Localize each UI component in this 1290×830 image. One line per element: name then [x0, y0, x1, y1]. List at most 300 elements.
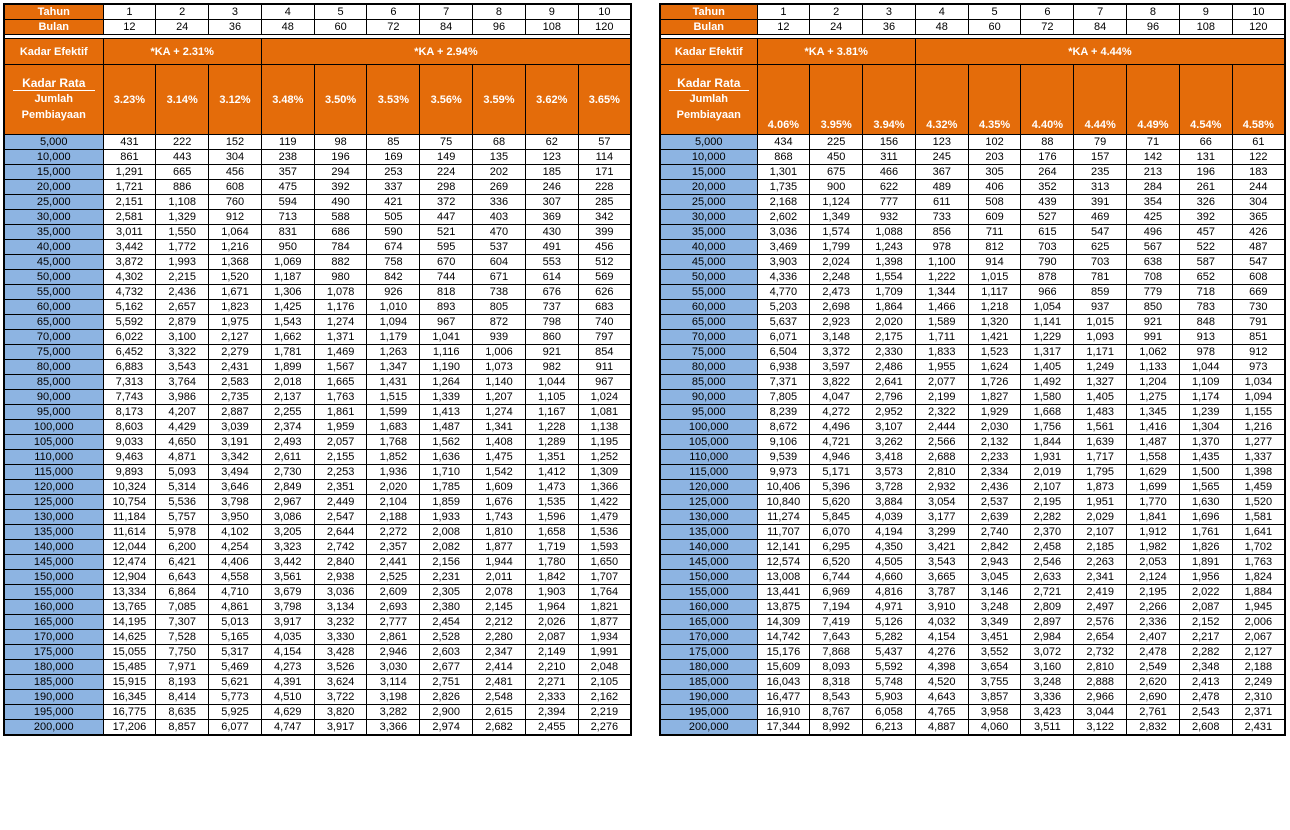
installment-cell: 2,266 [1127, 600, 1180, 615]
installment-cell: 7,868 [810, 645, 863, 660]
amount-cell: 95,000 [4, 405, 103, 420]
installment-cell: 6,938 [757, 360, 810, 375]
installment-cell: 2,263 [1074, 555, 1127, 570]
installment-cell: 744 [420, 270, 473, 285]
installment-cell: 1,371 [314, 330, 367, 345]
installment-cell: 1,274 [314, 315, 367, 330]
installment-cell: 1,877 [578, 615, 631, 630]
installment-cell: 61 [1232, 135, 1285, 150]
table-row [4, 465, 631, 480]
installment-cell: 490 [314, 195, 367, 210]
installment-cell: 1,044 [1179, 360, 1232, 375]
installment-cell: 3,543 [156, 360, 209, 375]
installment-cell: 11,274 [757, 510, 810, 525]
installment-cell: 1,176 [314, 300, 367, 315]
installment-cell: 4,946 [810, 450, 863, 465]
installment-cell: 426 [1232, 225, 1285, 240]
installment-cell: 2,742 [314, 540, 367, 555]
installment-cell: 2,082 [420, 540, 473, 555]
amount-cell: 140,000 [660, 540, 757, 555]
installment-cell: 1,884 [1232, 585, 1285, 600]
installment-cell: 15,485 [103, 660, 156, 675]
installment-cell: 1,567 [314, 360, 367, 375]
installment-cell: 671 [473, 270, 526, 285]
tahun-cell: 7 [420, 4, 473, 20]
installment-cell: 615 [1021, 225, 1074, 240]
installment-cell: 489 [915, 180, 968, 195]
installment-cell: 1,580 [1021, 390, 1074, 405]
installment-cell: 16,910 [757, 705, 810, 720]
table-row [660, 675, 1285, 690]
installment-cell: 791 [1232, 315, 1285, 330]
installment-cell: 1,641 [1232, 525, 1285, 540]
installment-cell: 703 [1021, 240, 1074, 255]
installment-cell: 3,191 [209, 435, 262, 450]
installment-cell: 3,820 [314, 705, 367, 720]
installment-cell: 1,479 [578, 510, 631, 525]
installment-cell: 6,643 [156, 570, 209, 585]
installment-cell: 4,496 [810, 420, 863, 435]
installment-cell: 3,950 [209, 510, 262, 525]
installment-cell: 2,576 [1074, 615, 1127, 630]
installment-cell: 3,232 [314, 615, 367, 630]
installment-cell: 15,176 [757, 645, 810, 660]
amount-cell: 200,000 [660, 720, 757, 736]
amount-cell: 95,000 [660, 405, 757, 420]
installment-cell: 352 [1021, 180, 1074, 195]
installment-cell: 4,660 [863, 570, 916, 585]
installment-cell: 861 [103, 150, 156, 165]
table-row [660, 135, 1285, 150]
amount-cell: 5,000 [660, 135, 757, 150]
installment-cell: 2,280 [473, 630, 526, 645]
kadar-rata-cell: 3.48% [261, 65, 314, 135]
installment-cell: 2,546 [1021, 555, 1074, 570]
kadar-rata-cell: 4.32% [915, 65, 968, 135]
installment-cell: 1,558 [1127, 450, 1180, 465]
installment-cell: 8,672 [757, 420, 810, 435]
installment-cell: 156 [863, 135, 916, 150]
installment-cell: 2,826 [420, 690, 473, 705]
installment-cell: 2,693 [367, 600, 420, 615]
installment-cell: 2,104 [367, 495, 420, 510]
installment-cell: 1,412 [525, 465, 578, 480]
installment-cell: 594 [261, 195, 314, 210]
installment-cell: 3,917 [261, 615, 314, 630]
installment-cell: 2,020 [367, 480, 420, 495]
installment-cell: 3,986 [156, 390, 209, 405]
installment-cell: 1,024 [578, 390, 631, 405]
installment-cell: 4,276 [915, 645, 968, 660]
installment-cell: 1,951 [1074, 495, 1127, 510]
installment-cell: 1,263 [367, 345, 420, 360]
installment-cell: 7,371 [757, 375, 810, 390]
installment-cell: 652 [1179, 270, 1232, 285]
installment-cell: 1,810 [473, 525, 526, 540]
installment-cell: 169 [367, 150, 420, 165]
installment-cell: 1,167 [525, 405, 578, 420]
bulan-cell: 24 [156, 20, 209, 35]
installment-cell: 3,177 [915, 510, 968, 525]
installment-cell: 2,938 [314, 570, 367, 585]
installment-cell: 1,550 [156, 225, 209, 240]
amount-cell: 165,000 [4, 615, 103, 630]
amount-cell: 115,000 [660, 465, 757, 480]
installment-cell: 88 [1021, 135, 1074, 150]
table-row [4, 540, 631, 555]
installment-cell: 914 [968, 255, 1021, 270]
installment-cell: 1,861 [314, 405, 367, 420]
installment-cell: 434 [757, 135, 810, 150]
installment-cell: 225 [810, 135, 863, 150]
table-row [4, 210, 631, 225]
installment-cell: 10,324 [103, 480, 156, 495]
amount-cell: 20,000 [660, 180, 757, 195]
installment-cell: 4,336 [757, 270, 810, 285]
installment-cell: 1,140 [473, 375, 526, 390]
installment-cell: 2,900 [420, 705, 473, 720]
installment-cell: 470 [473, 225, 526, 240]
installment-cell: 7,750 [156, 645, 209, 660]
installment-cell: 1,658 [525, 525, 578, 540]
installment-cell: 14,742 [757, 630, 810, 645]
installment-cell: 1,469 [314, 345, 367, 360]
installment-cell: 3,114 [367, 675, 420, 690]
installment-cell: 4,302 [103, 270, 156, 285]
installment-cell: 203 [968, 150, 1021, 165]
amount-cell: 195,000 [4, 705, 103, 720]
installment-cell: 399 [578, 225, 631, 240]
installment-cell: 2,984 [1021, 630, 1074, 645]
installment-cell: 3,728 [863, 480, 916, 495]
bulan-row [4, 20, 631, 35]
installment-cell: 527 [1021, 210, 1074, 225]
installment-cell: 1,899 [261, 360, 314, 375]
installment-cell: 683 [578, 300, 631, 315]
installment-cell: 496 [1127, 225, 1180, 240]
installment-cell: 1,274 [473, 405, 526, 420]
installment-cell: 3,822 [810, 375, 863, 390]
amount-cell: 10,000 [660, 150, 757, 165]
installment-cell: 185 [525, 165, 578, 180]
installment-cell: 1,827 [968, 390, 1021, 405]
amount-cell: 80,000 [660, 360, 757, 375]
amount-cell: 70,000 [660, 330, 757, 345]
installment-cell: 6,421 [156, 555, 209, 570]
installment-cell: 1,795 [1074, 465, 1127, 480]
amount-cell: 60,000 [4, 300, 103, 315]
installment-cell: 967 [420, 315, 473, 330]
kadar-rata-cell: 4.54% [1179, 65, 1232, 135]
installment-cell: 1,483 [1074, 405, 1127, 420]
installment-cell: 5,203 [757, 300, 810, 315]
installment-cell: 1,824 [1232, 570, 1285, 585]
installment-cell: 1,329 [156, 210, 209, 225]
installment-cell: 1,405 [1021, 360, 1074, 375]
installment-cell: 1,717 [1074, 450, 1127, 465]
installment-cell: 982 [525, 360, 578, 375]
table-row [660, 375, 1285, 390]
installment-cell: 3,526 [314, 660, 367, 675]
installment-cell: 893 [420, 300, 473, 315]
amount-cell: 50,000 [660, 270, 757, 285]
installment-cell: 848 [1179, 315, 1232, 330]
installment-cell: 2,454 [420, 615, 473, 630]
kadar-rata-row [660, 65, 1285, 135]
installment-cell: 4,398 [915, 660, 968, 675]
installment-cell: 2,155 [314, 450, 367, 465]
table-row [660, 645, 1285, 660]
installment-cell: 85 [367, 135, 420, 150]
installment-cell: 224 [420, 165, 473, 180]
installment-cell: 3,100 [156, 330, 209, 345]
installment-cell: 1,304 [1179, 420, 1232, 435]
installment-cell: 2,078 [473, 585, 526, 600]
table-row [4, 195, 631, 210]
table-row [660, 630, 1285, 645]
installment-cell: 2,549 [1127, 660, 1180, 675]
installment-cell: 508 [968, 195, 1021, 210]
installment-cell: 17,344 [757, 720, 810, 736]
installment-cell: 5,469 [209, 660, 262, 675]
installment-cell: 13,875 [757, 600, 810, 615]
amount-cell: 5,000 [4, 135, 103, 150]
tahun-cell: 1 [757, 4, 810, 20]
installment-cell: 1,408 [473, 435, 526, 450]
installment-cell: 12,474 [103, 555, 156, 570]
table-row [660, 495, 1285, 510]
installment-cell: 3,336 [1021, 690, 1074, 705]
installment-cell: 2,272 [367, 525, 420, 540]
installment-cell: 2,583 [209, 375, 262, 390]
installment-cell: 547 [1232, 255, 1285, 270]
installment-cell: 2,946 [367, 645, 420, 660]
installment-cell: 5,162 [103, 300, 156, 315]
installment-cell: 5,592 [103, 315, 156, 330]
installment-cell: 669 [1232, 285, 1285, 300]
table-row [4, 180, 631, 195]
table-row [4, 690, 631, 705]
installment-cell: 2,690 [1127, 690, 1180, 705]
installment-cell: 4,154 [261, 645, 314, 660]
installment-cell: 1,520 [1232, 495, 1285, 510]
installment-cell: 3,917 [314, 720, 367, 736]
installment-cell: 2,107 [1074, 525, 1127, 540]
installment-cell: 7,307 [156, 615, 209, 630]
amount-cell: 85,000 [4, 375, 103, 390]
installment-cell: 2,887 [209, 405, 262, 420]
installment-cell: 304 [1232, 195, 1285, 210]
amount-cell: 180,000 [4, 660, 103, 675]
installment-cell: 2,057 [314, 435, 367, 450]
tahun-cell: 5 [968, 4, 1021, 20]
table-row [4, 375, 631, 390]
installment-cell: 1,696 [1179, 510, 1232, 525]
amount-cell: 170,000 [4, 630, 103, 645]
installment-cell: 5,757 [156, 510, 209, 525]
installment-cell: 1,912 [1127, 525, 1180, 540]
installment-cell: 522 [1179, 240, 1232, 255]
amount-cell: 175,000 [660, 645, 757, 660]
kadar-efektif-b: *KA + 2.94% [261, 39, 631, 65]
installment-cell: 3,372 [810, 345, 863, 360]
installment-cell: 9,539 [757, 450, 810, 465]
installment-cell: 2,777 [367, 615, 420, 630]
installment-cell: 2,394 [525, 705, 578, 720]
installment-cell: 3,469 [757, 240, 810, 255]
installment-cell: 1,289 [525, 435, 578, 450]
tahun-cell: 6 [1021, 4, 1074, 20]
installment-cell: 608 [209, 180, 262, 195]
installment-cell: 176 [1021, 150, 1074, 165]
installment-cell: 391 [1074, 195, 1127, 210]
installment-cell: 4,060 [968, 720, 1021, 736]
installment-cell: 7,971 [156, 660, 209, 675]
installment-cell: 3,884 [863, 495, 916, 510]
bulan-cell: 120 [578, 20, 631, 35]
installment-cell: 1,864 [863, 300, 916, 315]
tahun-label: Tahun [660, 4, 757, 20]
installment-cell: 1,763 [314, 390, 367, 405]
installment-cell: 5,396 [810, 480, 863, 495]
installment-cell: 1,599 [367, 405, 420, 420]
installment-cell: 1,207 [473, 390, 526, 405]
installment-cell: 1,492 [1021, 375, 1074, 390]
installment-cell: 842 [367, 270, 420, 285]
installment-cell: 2,006 [1232, 615, 1285, 630]
installment-cell: 2,374 [261, 420, 314, 435]
table-row [4, 360, 631, 375]
installment-cell: 978 [1179, 345, 1232, 360]
installment-cell: 1,117 [968, 285, 1021, 300]
table-row [4, 585, 631, 600]
installment-cell: 911 [578, 360, 631, 375]
installment-cell: 1,763 [1232, 555, 1285, 570]
kadar-efektif-label: Kadar Efektif [660, 39, 757, 65]
installment-cell: 246 [525, 180, 578, 195]
installment-cell: 1,515 [367, 390, 420, 405]
installment-cell: 1,405 [1074, 390, 1127, 405]
bulan-cell: 60 [968, 20, 1021, 35]
installment-cell: 3,764 [156, 375, 209, 390]
installment-cell: 2,371 [1232, 705, 1285, 720]
table-row [4, 315, 631, 330]
installment-cell: 2,151 [103, 195, 156, 210]
installment-cell: 392 [1179, 210, 1232, 225]
amount-cell: 135,000 [4, 525, 103, 540]
installment-cell: 235 [1074, 165, 1127, 180]
installment-cell: 1,665 [314, 375, 367, 390]
installment-cell: 1,171 [1074, 345, 1127, 360]
installment-cell: 3,543 [915, 555, 968, 570]
installment-cell: 365 [1232, 210, 1285, 225]
installment-cell: 13,008 [757, 570, 810, 585]
table-row [660, 360, 1285, 375]
table-row [4, 405, 631, 420]
installment-cell: 3,299 [915, 525, 968, 540]
installment-cell: 2,018 [261, 375, 314, 390]
installment-cell: 1,891 [1179, 555, 1232, 570]
installment-cell: 3,451 [968, 630, 1021, 645]
table-row [660, 510, 1285, 525]
installment-cell: 1,116 [420, 345, 473, 360]
installment-cell: 1,668 [1021, 405, 1074, 420]
installment-cell: 9,033 [103, 435, 156, 450]
installment-cell: 5,773 [209, 690, 262, 705]
installment-cell: 4,816 [863, 585, 916, 600]
installment-cell: 3,665 [915, 570, 968, 585]
installment-cell: 123 [915, 135, 968, 150]
installment-cell: 4,887 [915, 720, 968, 736]
installment-cell: 740 [578, 315, 631, 330]
installment-cell: 1,216 [209, 240, 262, 255]
installment-cell: 2,682 [473, 720, 526, 736]
installment-cell: 2,380 [420, 600, 473, 615]
installment-cell: 505 [367, 210, 420, 225]
installment-cell: 2,840 [314, 555, 367, 570]
installment-cell: 3,323 [261, 540, 314, 555]
installment-cell: 991 [1127, 330, 1180, 345]
installment-cell: 2,688 [915, 450, 968, 465]
installment-cell: 2,897 [1021, 615, 1074, 630]
installment-cell: 3,248 [1021, 675, 1074, 690]
installment-cell: 812 [968, 240, 1021, 255]
installment-cell: 5,845 [810, 510, 863, 525]
installment-cell: 1,596 [525, 510, 578, 525]
amount-cell: 175,000 [4, 645, 103, 660]
installment-cell: 1,542 [473, 465, 526, 480]
installment-cell: 1,431 [367, 375, 420, 390]
installment-cell: 2,020 [863, 315, 916, 330]
amount-cell: 200,000 [4, 720, 103, 736]
installment-cell: 3,646 [209, 480, 262, 495]
installment-cell: 1,543 [261, 315, 314, 330]
installment-cell: 1,133 [1127, 360, 1180, 375]
bulan-cell: 60 [314, 20, 367, 35]
amount-cell: 145,000 [660, 555, 757, 570]
installment-cell: 6,744 [810, 570, 863, 585]
installment-cell: 4,558 [209, 570, 262, 585]
amount-cell: 25,000 [4, 195, 103, 210]
installment-cell: 1,064 [209, 225, 262, 240]
installment-cell: 122 [1232, 150, 1285, 165]
installment-cell: 1,991 [578, 645, 631, 660]
table-row [660, 210, 1285, 225]
amount-cell: 70,000 [4, 330, 103, 345]
installment-cell: 2,633 [1021, 570, 1074, 585]
tahun-cell: 9 [1179, 4, 1232, 20]
table-row [660, 435, 1285, 450]
installment-cell: 213 [1127, 165, 1180, 180]
installment-cell: 1,852 [367, 450, 420, 465]
amount-cell: 195,000 [660, 705, 757, 720]
installment-cell: 2,419 [1074, 585, 1127, 600]
amount-cell: 160,000 [4, 600, 103, 615]
installment-cell: 7,313 [103, 375, 156, 390]
table-row [660, 450, 1285, 465]
installment-cell: 62 [525, 135, 578, 150]
amount-cell: 190,000 [660, 690, 757, 705]
installment-cell: 1,327 [1074, 375, 1127, 390]
installment-cell: 3,857 [968, 690, 1021, 705]
installment-cell: 2,348 [1179, 660, 1232, 675]
installment-cell: 1,398 [1232, 465, 1285, 480]
installment-cell: 4,273 [261, 660, 314, 675]
table-row [660, 225, 1285, 240]
installment-cell: 2,127 [1232, 645, 1285, 660]
installment-cell: 8,635 [156, 705, 209, 720]
amount-cell: 125,000 [4, 495, 103, 510]
